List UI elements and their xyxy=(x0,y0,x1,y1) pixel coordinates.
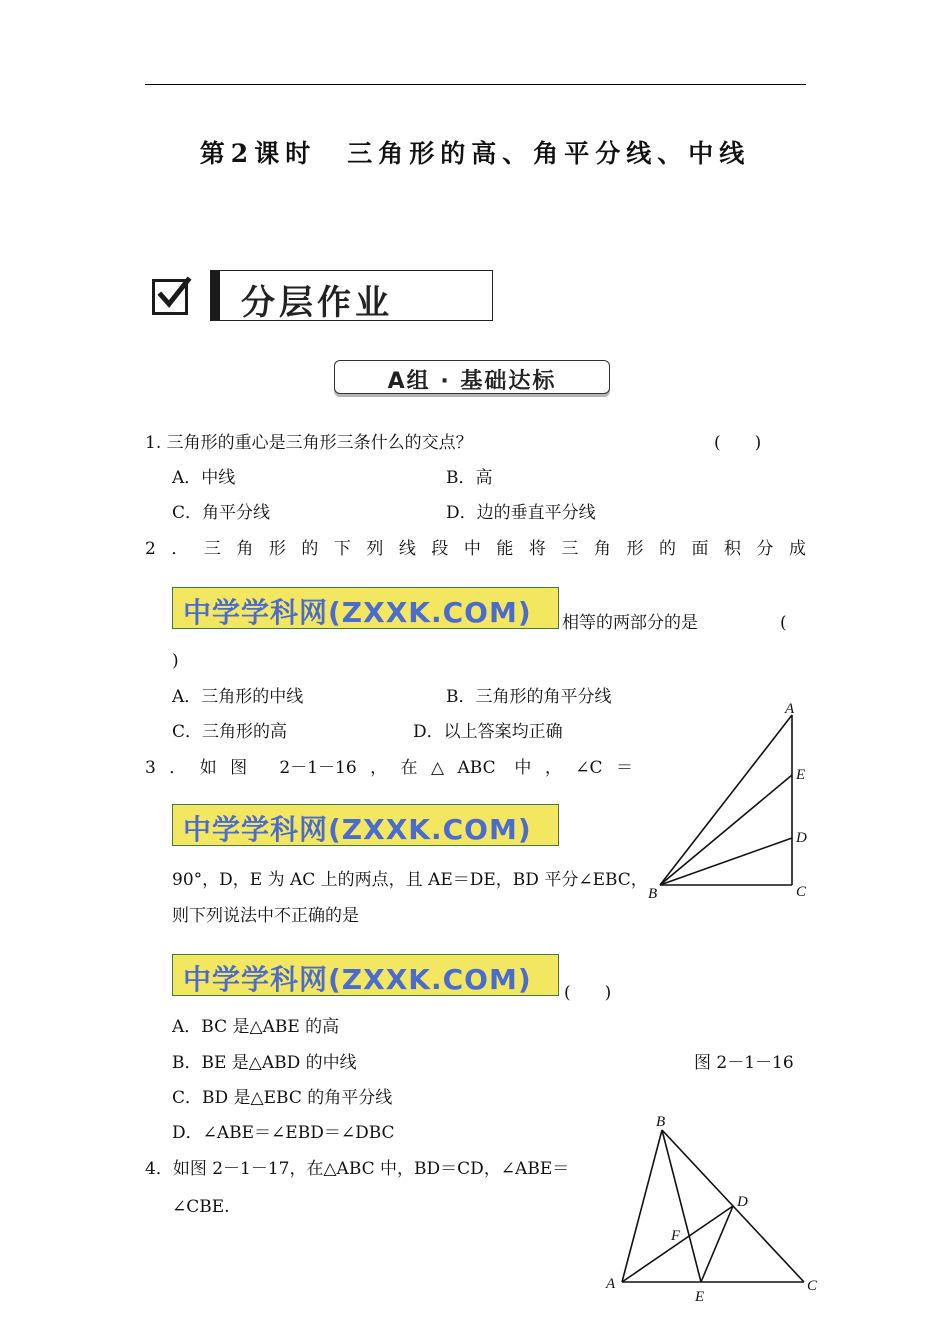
figure-2-1-17 xyxy=(600,1110,825,1310)
top-rule xyxy=(145,84,806,85)
section-banner-label: 分层作业 xyxy=(241,283,393,323)
q2-option-b: B．三角形的角平分线 xyxy=(446,687,612,707)
fig17-label-e: E xyxy=(695,1289,705,1305)
q3-option-c: C．BD 是△EBC 的角平分线 xyxy=(172,1088,393,1108)
watermark-banner xyxy=(172,954,559,996)
q1-option-c: C．角平分线 xyxy=(172,503,271,523)
q4-stem-line1: 4．如图 2－1－17，在△ABC 中，BD＝CD，∠ABE＝ xyxy=(145,1159,570,1179)
fig17-label-f: F xyxy=(671,1228,681,1244)
q1-option-d: D．边的垂直平分线 xyxy=(446,503,596,523)
watermark-banner xyxy=(172,587,559,629)
q3-stem-line1: 3．如图 2－1－16，在△ABC 中，∠C＝ xyxy=(145,758,633,778)
q4-stem-line2: ∠CBE. xyxy=(172,1197,230,1217)
fig16-label-a: A xyxy=(785,701,795,717)
q2-stem-line2: 相等的两部分的是 xyxy=(562,613,698,633)
fig16-segment-bd xyxy=(660,838,792,885)
fig16-label-e: E xyxy=(796,767,806,783)
fig17-label-b: B xyxy=(656,1114,666,1130)
q2-paren-open: ( xyxy=(780,613,787,633)
q1-option-a: A．中线 xyxy=(172,468,236,488)
section-banner-bar xyxy=(211,271,220,320)
page-title: 第2课时 三角形的高、角平分线、中线 xyxy=(199,139,751,168)
q3-option-d: D．∠ABE＝∠EBD＝∠DBC xyxy=(172,1123,395,1143)
watermark-text: 中学学科网(ZXXK.COM) xyxy=(183,596,532,629)
fig17-label-d: D xyxy=(737,1194,748,1210)
q2-paren-close: ) xyxy=(172,651,179,671)
q2-option-d: D．以上答案均正确 xyxy=(413,722,563,742)
q2-option-c: C．三角形的高 xyxy=(172,722,288,742)
figure-caption-2-1-16: 图 2－1－16 xyxy=(694,1053,794,1073)
checkbox-icon xyxy=(152,279,188,315)
fig16-label-c: C xyxy=(796,884,807,900)
q2-option-a: A．三角形的中线 xyxy=(172,687,304,707)
group-banner-label: A组 · 基础达标 xyxy=(387,369,557,394)
q1-stem: 1. 三角形的重心是三角形三条什么的交点？ xyxy=(145,433,473,453)
q2-stem-line1: 2．三角形的下列线段中能将三角形的面积分成 xyxy=(145,539,806,559)
fig16-segment-be xyxy=(660,775,792,885)
q3-stem-line2: 90°，D，E 为 AC 上的两点，且 AE＝DE，BD 平分∠EBC， xyxy=(172,870,648,890)
q1-answer-paren: ( ) xyxy=(714,433,762,453)
figure-2-1-16 xyxy=(640,695,820,910)
checkmark-icon xyxy=(154,276,194,312)
fig16-label-d: D xyxy=(796,830,807,846)
q3-option-b: B．BE 是△ABD 的中线 xyxy=(172,1053,357,1073)
fig16-label-b: B xyxy=(648,886,658,902)
fig17-segment-be xyxy=(662,1130,701,1282)
q3-stem-line3: 则下列说法中不正确的是 xyxy=(172,906,359,926)
section-banner xyxy=(210,270,493,321)
q1-option-b: B．高 xyxy=(446,468,493,488)
group-banner xyxy=(328,358,616,398)
fig17-label-c: C xyxy=(807,1278,818,1294)
watermark-banner xyxy=(172,804,559,846)
watermark-text: 中学学科网(ZXXK.COM) xyxy=(183,963,532,996)
fig16-side-ab xyxy=(660,715,792,885)
watermark-text: 中学学科网(ZXXK.COM) xyxy=(183,813,532,846)
q3-answer-paren: ( ) xyxy=(564,983,612,1003)
q3-option-a: A．BC 是△ABE 的高 xyxy=(172,1017,340,1037)
fig17-label-a: A xyxy=(606,1276,616,1292)
